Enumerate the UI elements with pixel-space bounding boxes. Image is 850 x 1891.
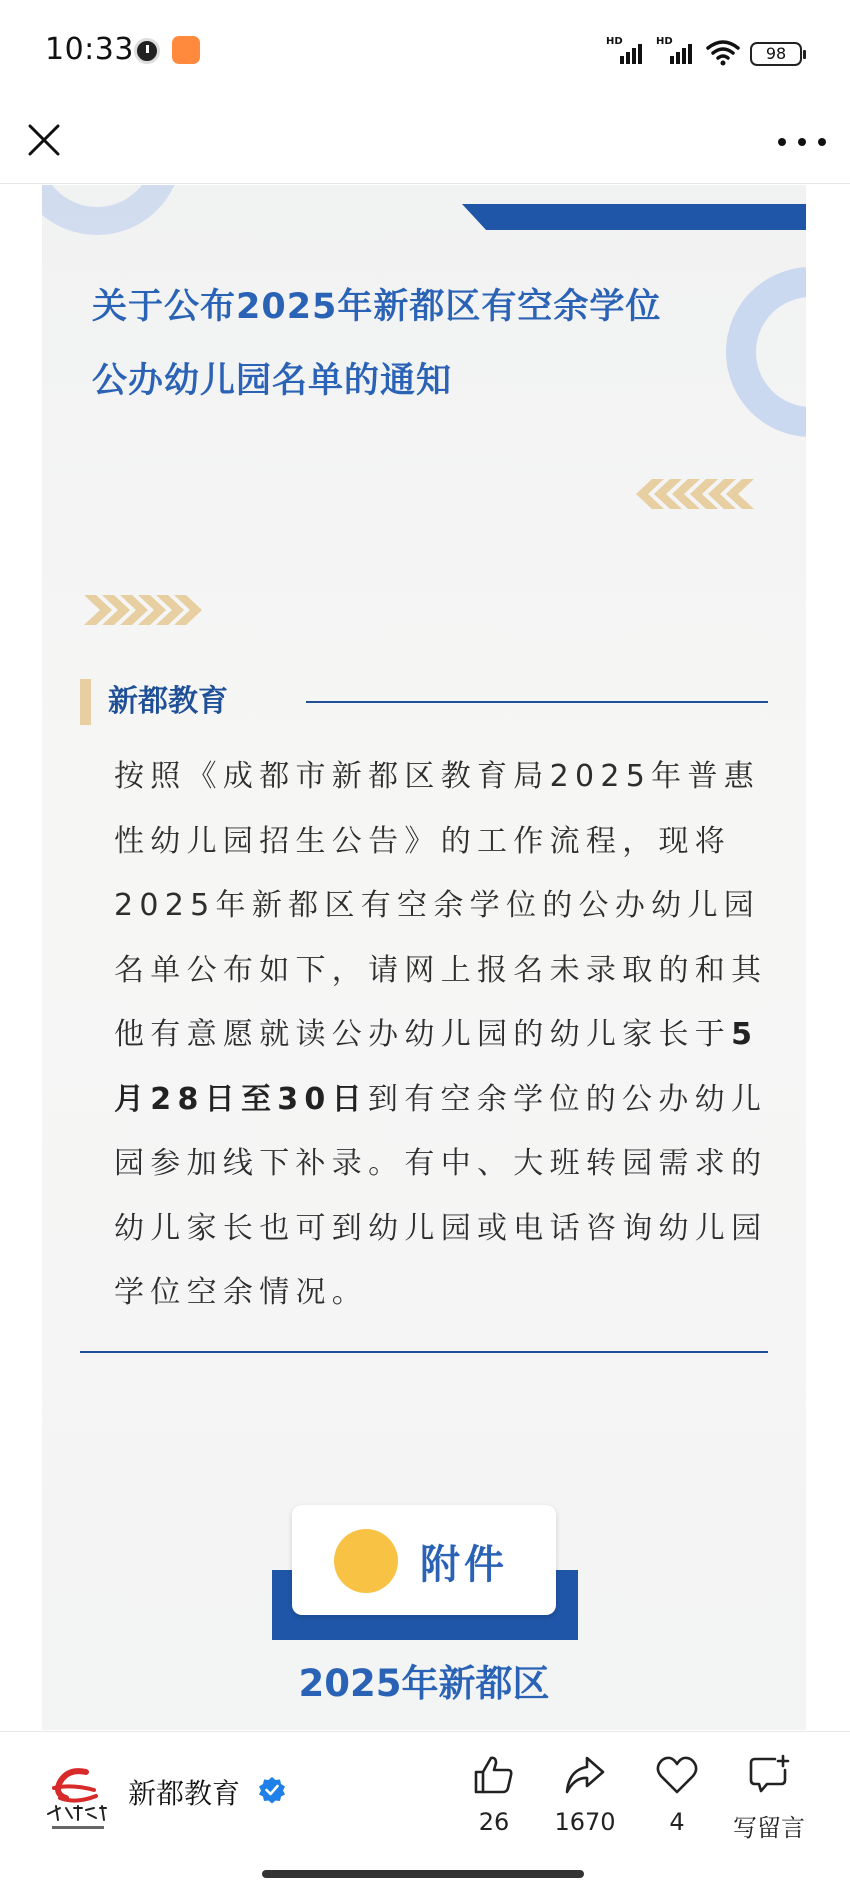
- comment-label: 写留言: [733, 1814, 805, 1842]
- favorite-count: 4: [669, 1808, 685, 1836]
- decorative-bar: [462, 204, 806, 230]
- nav-bar: [0, 100, 850, 184]
- decorative-ring: [42, 185, 182, 235]
- status-time: 10:33: [45, 32, 134, 67]
- title-line-2: 公办幼儿园名单的通知: [92, 361, 453, 401]
- close-icon[interactable]: [22, 118, 66, 162]
- body-text-date: 5月28日至30日: [114, 1017, 759, 1117]
- section-title: 新都教育: [108, 684, 228, 719]
- thumbs-up-icon: [472, 1754, 516, 1796]
- section-marker: [80, 679, 91, 725]
- signal-hd-label: HD: [606, 36, 623, 47]
- status-indicators: [606, 36, 802, 66]
- title-line-1: 关于公布2025年新都区有空余学位: [92, 287, 662, 327]
- decorative-ring: [726, 267, 806, 437]
- article-body: [114, 745, 786, 1326]
- signal-icon: [656, 36, 696, 66]
- like-count: 26: [478, 1808, 510, 1836]
- signal-icon: [606, 36, 646, 66]
- like-button[interactable]: [449, 1754, 539, 1836]
- shopping-app-icon: [172, 36, 200, 64]
- bottom-bar: [0, 1731, 850, 1891]
- verified-badge-icon: [258, 1776, 286, 1804]
- more-options-icon[interactable]: [778, 122, 826, 162]
- chevrons-left-icon: [634, 477, 754, 511]
- wifi-icon: [706, 38, 740, 66]
- heart-icon: [655, 1754, 699, 1796]
- share-button[interactable]: [540, 1754, 630, 1836]
- section-divider: [306, 701, 768, 703]
- section-divider: [80, 1351, 768, 1353]
- comment-plus-icon: [747, 1754, 791, 1796]
- status-bar: [0, 0, 850, 100]
- favorite-button[interactable]: [632, 1754, 722, 1836]
- share-arrow-icon: [563, 1754, 607, 1796]
- share-count: 1670: [554, 1808, 616, 1836]
- attachment-card: [292, 1505, 556, 1615]
- body-text-part2: 到有空余学位的公办幼儿园参加线下补录。有中、大班转园需求的幼儿家长也可到幼儿园或电话咨询幼儿园学位空余情况。: [114, 1081, 768, 1310]
- signal-hd-label: HD: [656, 36, 673, 47]
- clock-app-icon: [134, 38, 160, 64]
- article-title: [92, 270, 692, 418]
- body-text-part1: 按照《成都市新都区教育局2025年普惠性幼儿园招生公告》的工作流程，现将2025年新都区有空余学位的公办幼儿园名单公布如下，请网上报名未录取的和其他有意愿就读公办幼儿园的幼儿家长于: [114, 759, 768, 1052]
- chevrons-right-icon: [84, 593, 204, 627]
- attachment-subtitle: 2025年新都区: [298, 1662, 550, 1705]
- article-content: [42, 185, 806, 1730]
- account-logo-icon[interactable]: [42, 1762, 114, 1836]
- battery-icon: 98: [750, 42, 802, 66]
- home-indicator[interactable]: [262, 1870, 584, 1878]
- account-name[interactable]: 新都教育: [128, 1777, 241, 1810]
- attachment-label: 附件: [420, 1542, 508, 1588]
- comment-button[interactable]: [724, 1754, 814, 1843]
- yellow-dot-icon: [334, 1529, 398, 1593]
